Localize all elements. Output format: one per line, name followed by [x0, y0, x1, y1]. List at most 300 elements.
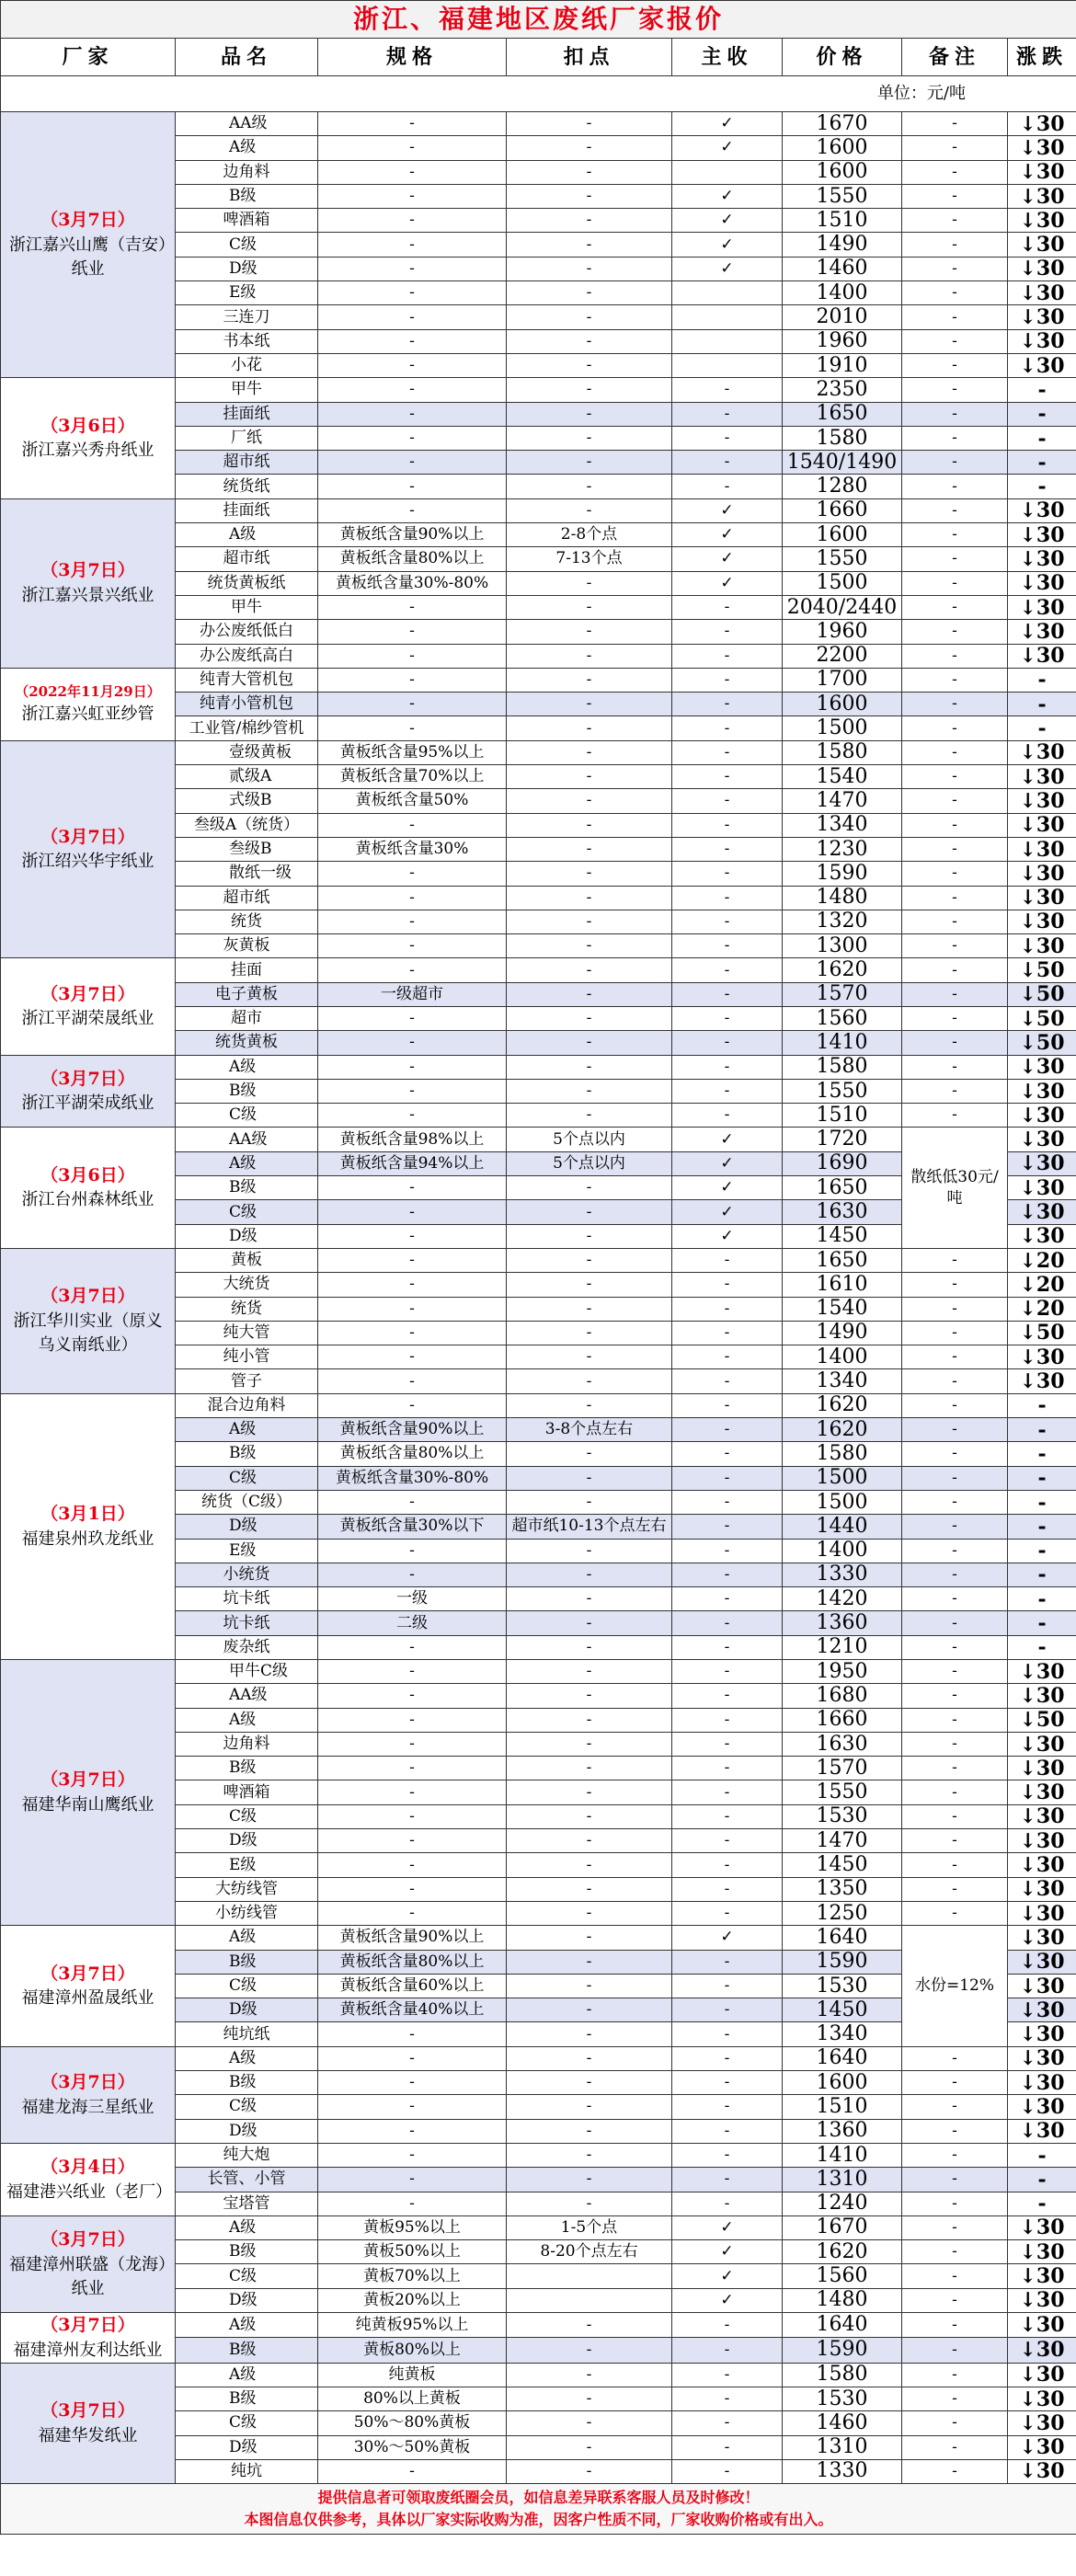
deduction-cell: 超市纸10-13个点左右 [507, 1515, 672, 1539]
product-name-cell: 管子 [176, 1369, 318, 1393]
note-cell: - [902, 693, 1008, 716]
factory-date: （3月7日） [40, 2400, 135, 2421]
deduction-cell: - [507, 1176, 672, 1200]
price-cell: 1960 [783, 620, 902, 644]
price-cell: 1250 [783, 1901, 902, 1925]
header-main: 主收 [672, 39, 783, 76]
price-cell: 1530 [783, 2387, 902, 2410]
product-name-cell: 长管、小管 [176, 2168, 318, 2192]
main-purchase-cell: - [672, 2022, 783, 2046]
price-change-cell: ↓30 [1008, 2119, 1076, 2143]
product-name-cell: B级 [176, 2387, 318, 2410]
product-name-cell: AA级 [176, 1128, 318, 1151]
note-cell: - [902, 934, 1008, 958]
price-change-cell: ↓30 [1008, 1926, 1076, 1950]
main-purchase-cell: - [672, 2192, 783, 2215]
deduction-cell: - [507, 1635, 672, 1659]
table-row [1, 2215, 1076, 2239]
deduction-cell: - [507, 2363, 672, 2387]
price-cell: 1300 [783, 934, 902, 958]
price-cell: 1340 [783, 2022, 902, 2046]
note-cell: - [902, 2313, 1008, 2338]
price-change-cell: ↓30 [1008, 789, 1076, 813]
main-purchase-cell: - [672, 765, 783, 789]
product-name-cell: 办公废纸低白 [176, 620, 318, 644]
note-cell: - [902, 305, 1008, 329]
deduction-cell: - [507, 837, 672, 861]
note-cell: - [902, 547, 1008, 571]
deduction-cell: - [507, 910, 672, 933]
spec-cell: - [318, 862, 507, 886]
main-purchase-cell: - [672, 2338, 783, 2363]
factory-name: 福建泉州玖龙纸业 [21, 1528, 155, 1549]
price-cell: 1650 [783, 1248, 902, 1272]
table-row [1, 2363, 1076, 2387]
note-cell: - [902, 329, 1008, 353]
deduction-cell: - [507, 2022, 672, 2046]
note-cell: - [902, 2411, 1008, 2435]
note-cell: - [902, 644, 1008, 668]
deduction-cell: - [507, 281, 672, 305]
spec-cell: - [318, 2119, 507, 2143]
price-cell: 1660 [783, 1708, 902, 1732]
main-purchase-cell: ✓ [672, 209, 783, 233]
spec-cell: - [318, 160, 507, 184]
note-cell: - [902, 2046, 1008, 2070]
deduction-cell: - [507, 1757, 672, 1780]
note-cell: - [902, 1345, 1008, 1369]
main-purchase-cell: - [672, 1466, 783, 1490]
factory-name: 浙江嘉兴景兴纸业 [21, 586, 155, 606]
main-purchase-cell: ✓ [672, 2288, 783, 2312]
product-name-cell: B级 [176, 2071, 318, 2095]
price-change-cell: ↓30 [1008, 2095, 1076, 2119]
spec-cell: 黄板纸含量90%以上 [318, 1418, 507, 1442]
deduction-cell: - [507, 2119, 672, 2143]
deduction-cell: - [507, 740, 672, 764]
main-purchase-cell: - [672, 1104, 783, 1128]
spec-cell: - [318, 1877, 507, 1901]
main-purchase-cell: ✓ [672, 547, 783, 571]
note-cell: - [902, 2119, 1008, 2143]
price-cell: 1540 [783, 1297, 902, 1321]
spec-cell: - [318, 668, 507, 692]
price-change-cell: ↓30 [1008, 1780, 1076, 1804]
factory-date: （3月6日） [40, 415, 135, 436]
price-cell: 1600 [783, 693, 902, 716]
note-cell: - [902, 2095, 1008, 2119]
deduction-cell: - [507, 1273, 672, 1297]
product-name-cell: A级 [176, 1055, 318, 1079]
note-cell: - [902, 426, 1008, 450]
note-cell: - [902, 1006, 1008, 1030]
spec-cell: - [318, 1490, 507, 1514]
price-cell: 1450 [783, 1998, 902, 2022]
price-cell: 2010 [783, 305, 902, 329]
price-change-cell: ↓30 [1008, 1974, 1076, 1998]
spec-cell: - [318, 2168, 507, 2192]
spec-cell: - [318, 257, 507, 280]
spec-cell: - [318, 1321, 507, 1345]
price-change-cell: ↓50 [1008, 1031, 1076, 1055]
note-cell: - [902, 1877, 1008, 1901]
price-change-cell: ↓30 [1008, 2215, 1076, 2239]
price-change-cell: ↓30 [1008, 1757, 1076, 1780]
deduction-cell: - [507, 2338, 672, 2363]
deduction-cell: - [507, 1950, 672, 1974]
price-change-cell: ↓30 [1008, 1224, 1076, 1248]
deduction-cell: 7-13个点 [507, 547, 672, 571]
deduction-cell: - [507, 1345, 672, 1369]
note-cell: - [902, 281, 1008, 305]
spec-cell: - [318, 910, 507, 933]
product-name-cell: B级 [176, 2338, 318, 2363]
price-change-cell: - [1008, 1466, 1076, 1490]
product-name-cell: 统货（C级） [176, 1490, 318, 1514]
main-purchase-cell: - [672, 1853, 783, 1877]
deduction-cell: - [507, 571, 672, 595]
spec-cell: 80%以上黄板 [318, 2387, 507, 2410]
product-name-cell: C级 [176, 1974, 318, 1998]
deduction-cell: - [507, 2313, 672, 2338]
price-cell: 1550 [783, 184, 902, 208]
spec-cell: 黄板80%以上 [318, 2338, 507, 2363]
product-name-cell: 甲牛 [176, 378, 318, 402]
spec-cell: - [318, 1224, 507, 1248]
note-cell: - [902, 209, 1008, 233]
main-purchase-cell: - [672, 910, 783, 933]
header-row [1, 39, 1076, 76]
spec-cell: 30%～50%黄板 [318, 2435, 507, 2459]
note-cell: - [902, 982, 1008, 1006]
factory-date: （3月7日） [40, 210, 135, 231]
factory-name: 浙江台州森林纸业 [21, 1190, 155, 1210]
price-cell: 1620 [783, 1393, 902, 1417]
price-change-cell: ↓30 [1008, 2435, 1076, 2459]
main-purchase-cell: - [672, 2046, 783, 2070]
note-cell: - [902, 789, 1008, 813]
spec-cell: - [318, 233, 507, 257]
main-purchase-cell: - [672, 2435, 783, 2459]
table-row [1, 958, 1076, 982]
price-cell: 1600 [783, 523, 902, 547]
price-change-cell: - [1008, 1587, 1076, 1611]
spec-cell: - [318, 2071, 507, 2095]
note-cell: - [902, 2435, 1008, 2459]
product-name-cell: B级 [176, 1176, 318, 1200]
price-change-cell: ↓30 [1008, 160, 1076, 184]
price-change-cell: - [1008, 1393, 1076, 1417]
price-change-cell: ↓30 [1008, 1079, 1076, 1103]
spec-cell: 黄板纸含量94%以上 [318, 1151, 507, 1175]
factory-date: （3月7日） [40, 2229, 135, 2250]
deduction-cell: - [507, 2459, 672, 2483]
spec-cell: - [318, 1055, 507, 1079]
price-change-cell: ↓30 [1008, 765, 1076, 789]
price-cell: 1470 [783, 1829, 902, 1853]
deduction-cell: - [507, 1393, 672, 1417]
deduction-cell: - [507, 668, 672, 692]
product-name-cell: B级 [176, 184, 318, 208]
spec-cell: - [318, 2192, 507, 2215]
price-cell: 1320 [783, 910, 902, 933]
spec-cell: 黄板纸含量30% [318, 837, 507, 861]
product-name-cell: C级 [176, 233, 318, 257]
deduction-cell: - [507, 2046, 672, 2070]
deduction-cell [507, 2264, 672, 2288]
product-name-cell: D级 [176, 1829, 318, 1853]
spec-cell: 黄板纸含量90%以上 [318, 523, 507, 547]
price-cell: 1560 [783, 1006, 902, 1030]
price-cell: 2350 [783, 378, 902, 402]
main-purchase-cell: ✓ [672, 1128, 783, 1151]
header-product: 品名 [176, 39, 318, 76]
table-row [1, 1055, 1076, 1079]
product-name-cell: 超市纸 [176, 547, 318, 571]
price-cell: 1590 [783, 1950, 902, 1974]
price-change-cell: ↓30 [1008, 2411, 1076, 2435]
price-cell: 1510 [783, 2095, 902, 2119]
table-row [1, 1926, 1076, 1950]
product-name-cell: C级 [176, 1104, 318, 1128]
spec-cell: - [318, 1006, 507, 1030]
price-cell: 1610 [783, 1273, 902, 1297]
main-purchase-cell: - [672, 2095, 783, 2119]
main-purchase-cell: - [672, 1635, 783, 1659]
spec-cell: 黄板20%以上 [318, 2288, 507, 2312]
deduction-cell: - [507, 1079, 672, 1103]
product-name-cell: 电子黄板 [176, 982, 318, 1006]
deduction-cell: 2-8个点 [507, 523, 672, 547]
deduction-cell: - [507, 1732, 672, 1756]
factory-cell [1, 958, 176, 1055]
spec-cell: 二级 [318, 1611, 507, 1635]
deduction-cell: - [507, 2411, 672, 2435]
price-cell: 1650 [783, 1176, 902, 1200]
main-purchase-cell: ✓ [672, 2264, 783, 2288]
spec-cell: 黄板纸含量60%以上 [318, 1974, 507, 1998]
deduction-cell: - [507, 2435, 672, 2459]
spec-cell: 黄板纸含量70%以上 [318, 765, 507, 789]
price-change-cell: ↓30 [1008, 2264, 1076, 2288]
spec-cell: 黄板纸含量30%以下 [318, 1515, 507, 1539]
price-cell: 1540/1490 [783, 451, 902, 475]
price-change-cell: - [1008, 475, 1076, 498]
main-purchase-cell: - [672, 2387, 783, 2410]
spec-cell: - [318, 402, 507, 426]
spec-cell: - [318, 620, 507, 644]
product-name-cell: D级 [176, 1515, 318, 1539]
main-purchase-cell: - [672, 2313, 783, 2338]
note-cell: - [902, 1442, 1008, 1466]
price-change-cell: ↓30 [1008, 1804, 1076, 1828]
main-purchase-cell: ✓ [672, 1200, 783, 1224]
price-cell: 1440 [783, 1515, 902, 1539]
main-purchase-cell: - [672, 644, 783, 668]
spec-cell: 黄板纸含量50% [318, 789, 507, 813]
factory-name: 浙江绍兴华宇纸业 [21, 852, 155, 872]
note-cell: - [902, 451, 1008, 475]
price-cell: 1660 [783, 498, 902, 522]
spec-cell: 黄板95%以上 [318, 2215, 507, 2239]
price-cell: 1350 [783, 1877, 902, 1901]
price-cell: 1590 [783, 2338, 902, 2363]
footer-line-1: 提供信息者可领取废纸圈会员，如信息差异联系客服人员及时修改！ [317, 2489, 760, 2507]
main-purchase-cell [672, 160, 783, 184]
spec-cell: 黄板70%以上 [318, 2264, 507, 2288]
note-cell: - [902, 910, 1008, 933]
deduction-cell: - [507, 789, 672, 813]
price-change-cell: - [1008, 1418, 1076, 1442]
deduction-cell: 3-8个点左右 [507, 1418, 672, 1442]
price-change-cell: ↓30 [1008, 1901, 1076, 1925]
factory-cell [1, 2046, 176, 2143]
main-purchase-cell: - [672, 1055, 783, 1079]
table-row [1, 1660, 1076, 1684]
price-cell: 1550 [783, 1780, 902, 1804]
note-cell: - [902, 1393, 1008, 1417]
main-purchase-cell: - [672, 451, 783, 475]
product-name-cell: E级 [176, 1539, 318, 1563]
price-cell: 1670 [783, 112, 902, 136]
main-purchase-cell: ✓ [672, 1151, 783, 1175]
spec-cell: - [318, 281, 507, 305]
spec-cell: - [318, 2022, 507, 2046]
deduction-cell: - [507, 1877, 672, 1901]
price-change-cell: ↓30 [1008, 1732, 1076, 1756]
product-name-cell: 纯大管 [176, 1321, 318, 1345]
deduction-cell: - [507, 209, 672, 233]
factory-cell [1, 1248, 176, 1393]
price-change-cell: ↓30 [1008, 498, 1076, 522]
spec-cell: - [318, 934, 507, 958]
main-purchase-cell: - [672, 1829, 783, 1853]
price-change-cell: ↓20 [1008, 1248, 1076, 1272]
price-cell: 1640 [783, 2046, 902, 2070]
deduction-cell: - [507, 1780, 672, 1804]
header-factory: 厂家 [1, 39, 176, 76]
product-name-cell: D级 [176, 1998, 318, 2022]
main-purchase-cell: - [672, 1297, 783, 1321]
price-cell: 1620 [783, 958, 902, 982]
note-cell: - [902, 2363, 1008, 2387]
price-change-cell: ↓30 [1008, 112, 1076, 136]
factory-cell [1, 2363, 176, 2483]
spec-cell: - [318, 1757, 507, 1780]
price-cell: 1680 [783, 1684, 902, 1708]
price-cell: 1580 [783, 426, 902, 450]
deduction-cell: - [507, 934, 672, 958]
deduction-cell: - [507, 1804, 672, 1828]
product-name-cell: 甲牛 [176, 595, 318, 619]
price-cell: 1550 [783, 1079, 902, 1103]
price-change-cell: ↓30 [1008, 1176, 1076, 1200]
table-row [1, 2046, 1076, 2070]
unit-label: 单位：元/吨 [1, 76, 1076, 112]
deduction-cell: - [507, 1321, 672, 1345]
spec-cell: - [318, 1200, 507, 1224]
note-cell: - [902, 378, 1008, 402]
factory-date: （3月7日） [40, 1286, 135, 1307]
price-cell: 1570 [783, 1757, 902, 1780]
deduction-cell: 8-20个点左右 [507, 2240, 672, 2264]
price-change-cell: ↓30 [1008, 305, 1076, 329]
note-cell: - [902, 595, 1008, 619]
price-cell: 1950 [783, 1660, 902, 1684]
product-name-cell: 坑卡纸 [176, 1611, 318, 1635]
price-change-cell: ↓30 [1008, 209, 1076, 233]
product-name-cell: 坑卡纸 [176, 1587, 318, 1611]
deduction-cell: - [507, 2192, 672, 2215]
note-cell: - [902, 668, 1008, 692]
deduction-cell: - [507, 1587, 672, 1611]
price-change-cell: ↓30 [1008, 740, 1076, 764]
spec-cell: - [318, 1345, 507, 1369]
price-change-cell: ↓30 [1008, 2313, 1076, 2338]
product-name-cell: 边角料 [176, 160, 318, 184]
note-cell: - [902, 1635, 1008, 1659]
deduction-cell: - [507, 1563, 672, 1586]
price-cell: 1640 [783, 1926, 902, 1950]
price-change-cell: ↓30 [1008, 353, 1076, 377]
note-cell: - [902, 1587, 1008, 1611]
spec-cell: 黄板50%以上 [318, 2240, 507, 2264]
factory-name: 浙江嘉兴秀舟纸业 [21, 441, 155, 461]
price-cell: 1580 [783, 740, 902, 764]
main-purchase-cell: - [672, 1563, 783, 1586]
deduction-cell: - [507, 1297, 672, 1321]
deduction-cell: - [507, 1829, 672, 1853]
table-row [1, 498, 1076, 522]
main-purchase-cell: - [672, 2363, 783, 2387]
deduction-cell: - [507, 2143, 672, 2167]
note-cell: - [902, 620, 1008, 644]
price-cell: 1580 [783, 2363, 902, 2387]
main-purchase-cell: - [672, 958, 783, 982]
product-name-cell: 纯青小管机包 [176, 693, 318, 716]
note-cell: - [902, 2192, 1008, 2215]
price-cell: 1570 [783, 982, 902, 1006]
product-name-cell: B级 [176, 1079, 318, 1103]
spec-cell: - [318, 378, 507, 402]
spec-cell: - [318, 451, 507, 475]
product-name-cell: E级 [176, 281, 318, 305]
main-purchase-cell: - [672, 1031, 783, 1055]
product-name-cell: D级 [176, 2435, 318, 2459]
spec-cell: - [318, 2459, 507, 2483]
table-row [1, 740, 1076, 764]
spec-cell: 一级超市 [318, 982, 507, 1006]
product-name-cell: C级 [176, 2095, 318, 2119]
spec-cell: - [318, 644, 507, 668]
deduction-cell: - [507, 1974, 672, 1998]
main-purchase-cell: ✓ [672, 2240, 783, 2264]
price-change-cell: ↓30 [1008, 1128, 1076, 1151]
note-cell: - [902, 2143, 1008, 2167]
note-cell: - [902, 184, 1008, 208]
note-cell: - [902, 1853, 1008, 1877]
spec-cell: - [318, 184, 507, 208]
spec-cell: 黄板纸含量80%以上 [318, 1442, 507, 1466]
price-cell: 1210 [783, 1635, 902, 1659]
spec-cell: - [318, 136, 507, 160]
price-change-cell: ↓30 [1008, 2022, 1076, 2046]
main-purchase-cell: - [672, 1369, 783, 1393]
price-change-cell: ↓20 [1008, 1273, 1076, 1297]
price-change-cell: ↓30 [1008, 2387, 1076, 2410]
note-cell: - [902, 813, 1008, 837]
price-change-cell: ↓30 [1008, 644, 1076, 668]
